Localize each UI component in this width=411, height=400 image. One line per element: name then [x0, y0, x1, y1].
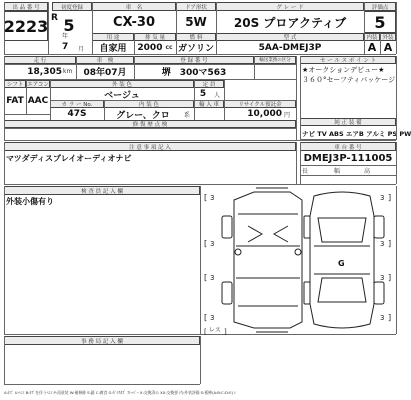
door-type: 5W [185, 15, 207, 29]
door-label: ドア形状 [176, 2, 216, 11]
bracket-mid-left: 3 [210, 240, 215, 248]
usage-label: 用 途 [92, 33, 134, 41]
chassis-height-label: 高 [364, 167, 371, 175]
bracket-rear-left: 3 [210, 314, 215, 322]
int-color: グレー、クロ [116, 110, 170, 121]
inspector-text: 外装小傷有り [6, 197, 54, 206]
shaken-label: 車 検 [76, 56, 134, 64]
shaken-date: 08年07月 [83, 68, 127, 78]
equipment: ナビ TV ABS エアB アルミ PS PW [302, 129, 411, 138]
svg-text:[: [ [204, 193, 208, 202]
bracket-lower-right: 3 [380, 274, 385, 282]
recycle-fee-label: リサイクル預託金 [224, 100, 296, 108]
inspector-label: 検 査 員 記 入 欄 [4, 186, 200, 195]
ext-label: 外装 [380, 33, 396, 41]
glass-mark: G [338, 259, 345, 268]
usage: 自家用 [99, 44, 127, 54]
seats-label: 定 員 [194, 80, 224, 88]
reg-month: 7 [62, 42, 69, 52]
int-color-label: 内 装 色 [104, 100, 194, 108]
bracket-front-right: 3 [380, 194, 385, 202]
model-code-label: 型 式 [216, 33, 364, 41]
grade-name: 20S プロアクティブ [233, 15, 347, 30]
ext-color-label: 外 装 色 [50, 80, 194, 88]
recycle-fee-unit: 円 [284, 111, 291, 119]
svg-text:[: [ [204, 328, 207, 336]
svg-text:]: ] [388, 313, 392, 322]
svg-text:]: ] [388, 239, 392, 248]
svg-text:[: [ [204, 273, 208, 282]
int-color-suffix: 系 [184, 111, 191, 119]
reg-month-unit: 月 [78, 45, 85, 53]
sales-point-label: セ ー ル ス ポ イ ン ト [300, 56, 396, 64]
bracket-less: レス [209, 327, 221, 334]
fuel-label: 燃 料 [176, 33, 216, 41]
color-no: 47S [67, 109, 87, 119]
legend: A:ｷｽﾞ U:ﾍｺﾐ B:ｷｽﾞを伴うﾍｺﾐ P:再塗装 W:補修跡 S:錆 C:腐食 G:ｶﾞﾗｽｷｽﾞ ｽﾄｯﾊﾟｰ X:交換済み XX:交換要 内:外装評価 S:板棒(A:B:C:D:E) I [4, 390, 236, 395]
shift-label: シフト [4, 80, 26, 88]
color-no-label: カ ラ ー No. [50, 100, 104, 108]
type-label: 初度登録 [52, 2, 92, 11]
mileage: 18,305 [27, 66, 62, 77]
fuel: ガソリン [177, 44, 214, 54]
plate-number: 堺 300マ563 [161, 68, 227, 78]
chassis-width-label: 幅 [334, 167, 341, 175]
int-label: 内装 [364, 33, 380, 41]
ac: AAC [27, 96, 49, 106]
seats: 5 [199, 89, 207, 99]
score: 5 [364, 11, 396, 33]
repair-label: 修 復 歴 点 検 [4, 120, 296, 128]
recycle-label: 輸送業務の区分 [254, 56, 296, 64]
plate-label: 登 録 番 号 [134, 56, 254, 64]
cc-label: 排 気 量 [134, 33, 176, 41]
svg-text:]: ] [388, 193, 392, 202]
displacement: 2000 cc [137, 42, 173, 53]
notes-label: 注 意 事 項 記 入 [4, 142, 296, 151]
svg-text:[: [ [204, 239, 208, 248]
bracket-front-left: 3 [210, 194, 215, 202]
svg-text:[: [ [204, 313, 208, 322]
recycle-fee: 10,000 [247, 109, 282, 119]
svg-text:]: ] [224, 328, 227, 336]
import-label: 輸 入 車 [194, 100, 224, 108]
sales-point-2: ３６０°セーフティパッケージ [302, 76, 396, 84]
model-name: CX-30 [113, 14, 155, 30]
reg-year: 5 [63, 15, 75, 35]
bracket-rear-right: 3 [380, 314, 385, 322]
int-grade: A [367, 41, 377, 54]
chassis-label: 車 台 番 号 [300, 142, 396, 151]
mileage-unit: km [63, 68, 73, 75]
chassis-length-label: 長 [302, 167, 309, 175]
equipment-label: 純 正 装 備 [300, 118, 396, 126]
bracket-mid-right: 3 [380, 240, 385, 248]
mileage-label: 走 行 [4, 56, 76, 64]
notes-text: マツダディスプレイオーディオナビ [6, 153, 132, 163]
model-code: 5AA-DMEJ3P [258, 42, 322, 53]
ext-color: ベージュ [104, 90, 140, 101]
ext-grade: A [383, 41, 393, 54]
model-label: 車 名 [92, 2, 176, 11]
reg-mark: R [51, 13, 58, 23]
sales-point-1: ★オークションデビュー★ [302, 66, 385, 74]
bracket-lower-left: 3 [210, 274, 215, 282]
grade-label: グ レ ー ド [216, 2, 364, 11]
car-diagram [202, 186, 394, 334]
office-label: 事 務 局 記 入 欄 [4, 336, 200, 345]
svg-text:]: ] [388, 273, 392, 282]
score-label: 評価点 [364, 2, 396, 11]
reg-year-unit: 年 [62, 32, 69, 40]
lot-number: 2223 [4, 11, 48, 41]
shift: FAT [6, 96, 24, 106]
ac-label: エアコン [27, 82, 49, 88]
lot-label: 出 品 番 号 [4, 2, 48, 11]
chassis-number: DMEJ3P-111005 [303, 152, 393, 164]
seats-unit: 人 [214, 91, 221, 99]
